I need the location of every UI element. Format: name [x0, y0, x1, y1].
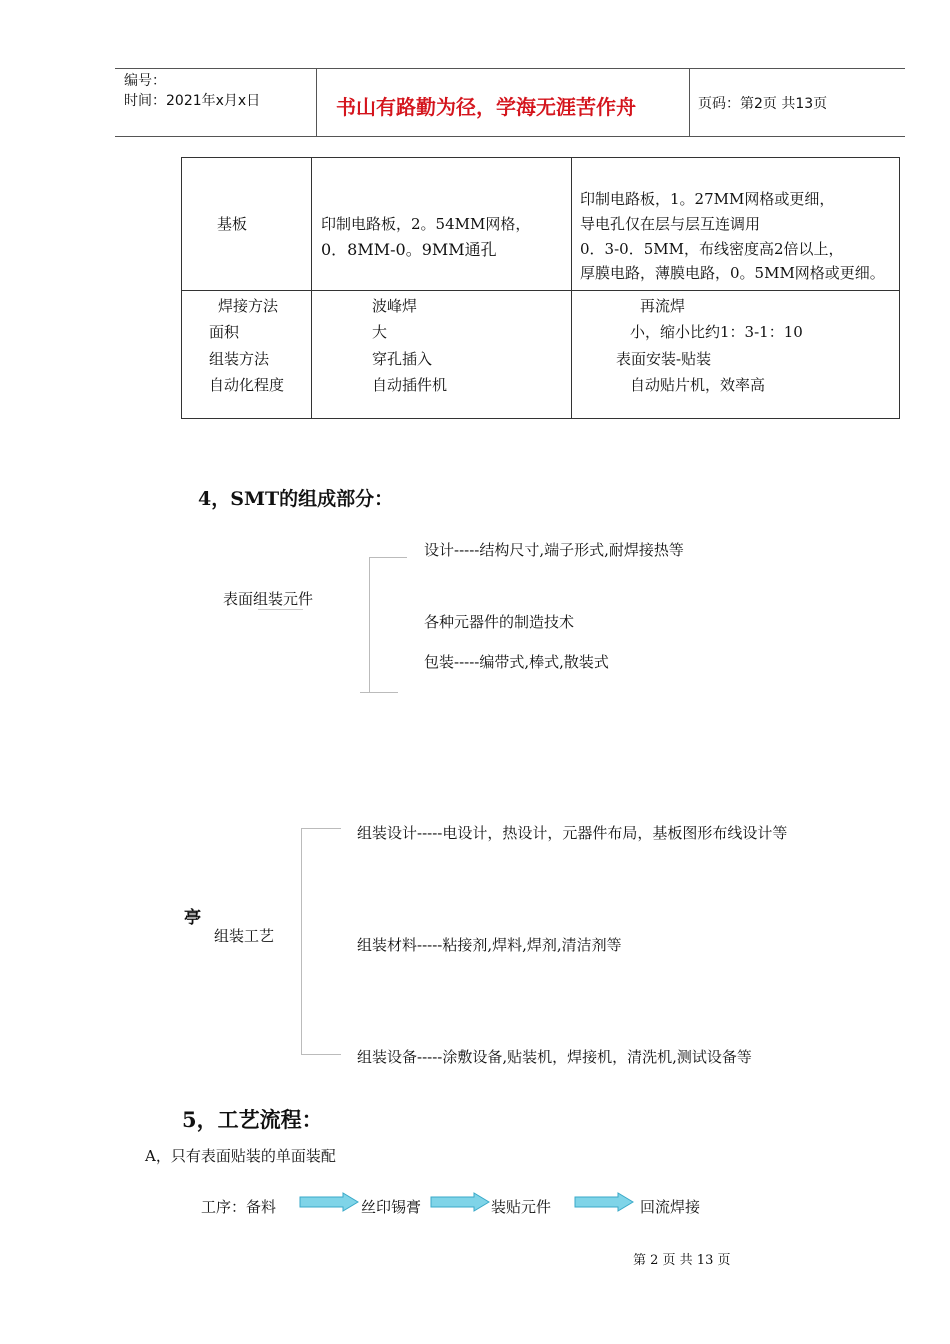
table-cell: 厚膜电路，薄膜电路，0。5MM网格或更细。 — [580, 264, 885, 282]
table-row-label: 组装方法 — [209, 350, 270, 368]
header-bottom-rule — [115, 136, 905, 137]
table-cell: 小，缩小比约1：3-1：10 — [630, 323, 803, 341]
group-1-label: 表面组装元件 — [223, 590, 314, 608]
table-col-divider-1 — [311, 158, 312, 418]
table-cell: 印制电路板，1。27MM网格或更细， — [580, 190, 835, 208]
table-cell: 穿孔插入 — [372, 350, 433, 368]
bracket-spine — [301, 828, 302, 1054]
group-2-item: 组装材料-----粘接剂,焊料,焊剂,清洁剂等 — [357, 936, 622, 954]
table-cell: 表面安装-贴装 — [616, 350, 712, 368]
table-col-divider-2 — [571, 158, 572, 418]
table-cell: 再流焊 — [640, 297, 686, 315]
table-cell: 自动贴片机，效率高 — [630, 376, 766, 394]
table-row-label: 面积 — [209, 323, 240, 341]
bracket-bottom — [301, 1054, 341, 1055]
header-page: 页码：第2页 共13页 — [698, 96, 828, 112]
group-1-item: 包装-----编带式,棒式,散装式 — [424, 653, 609, 671]
flow-step: 装贴元件 — [491, 1198, 552, 1216]
bracket-top — [301, 828, 341, 829]
section-4-title: 4，SMT的组成部分： — [198, 488, 394, 510]
flow-prefix: 工序：备料 — [201, 1198, 277, 1216]
flow-arrow-icon — [299, 1192, 359, 1212]
table-row-label: 自动化程度 — [209, 376, 285, 394]
flow-step: 丝印锡膏 — [361, 1198, 422, 1216]
header-number: 编号： — [124, 73, 166, 89]
section-5-subtitle: A，只有表面贴装的单面装配 — [145, 1147, 336, 1165]
group-2-item: 组装设备-----涂敷设备,贴装机，焊接机，清洗机,测试设备等 — [357, 1048, 752, 1066]
group-1-item: 各种元器件的制造技术 — [424, 613, 575, 631]
bracket-bottom — [360, 692, 398, 693]
table-cell: 波峰焊 — [372, 297, 418, 315]
table-cell: 自动插件机 — [372, 376, 448, 394]
table-row-label: 基板 — [217, 215, 248, 233]
group-1-label-underline — [258, 609, 303, 610]
table-row-label: 焊接方法 — [218, 297, 279, 315]
bracket-spine — [369, 557, 370, 692]
group-2-item: 组装设计-----电设计，热设计，元器件布局，基板图形布线设计等 — [357, 824, 788, 842]
table-row-divider — [182, 290, 899, 291]
flow-step: 回流焊接 — [640, 1198, 701, 1216]
group-2-glyph: 亭 — [184, 908, 201, 928]
table-cell: 印制电路板，2。54MM网格， — [321, 215, 531, 233]
header-divider-2 — [689, 68, 690, 136]
section-5-title: 5，工艺流程： — [182, 1107, 323, 1132]
flow-arrow-icon — [430, 1192, 490, 1212]
header-time: 时间：2021年x月x日 — [124, 93, 261, 109]
footer-page-number: 第 2 页 共 13 页 — [633, 1253, 731, 1268]
flow-arrow-icon — [574, 1192, 634, 1212]
group-2-label: 组装工艺 — [214, 927, 275, 945]
table-cell: 0．3-0．5MM，布线密度高2倍以上， — [580, 240, 844, 258]
header-top-rule — [115, 68, 905, 69]
header-divider-1 — [316, 68, 317, 136]
table-cell: 导电孔仅在层与层互连调用 — [580, 215, 761, 233]
table-cell: 0．8MM-0。9MM通孔 — [321, 240, 497, 259]
header-motto: 书山有路勤为径，学海无涯苦作舟 — [336, 95, 636, 119]
table-cell: 大 — [372, 323, 388, 341]
comparison-table — [181, 157, 900, 419]
group-1-item: 设计-----结构尺寸,端子形式,耐焊接热等 — [424, 541, 684, 559]
bracket-top — [369, 557, 407, 558]
